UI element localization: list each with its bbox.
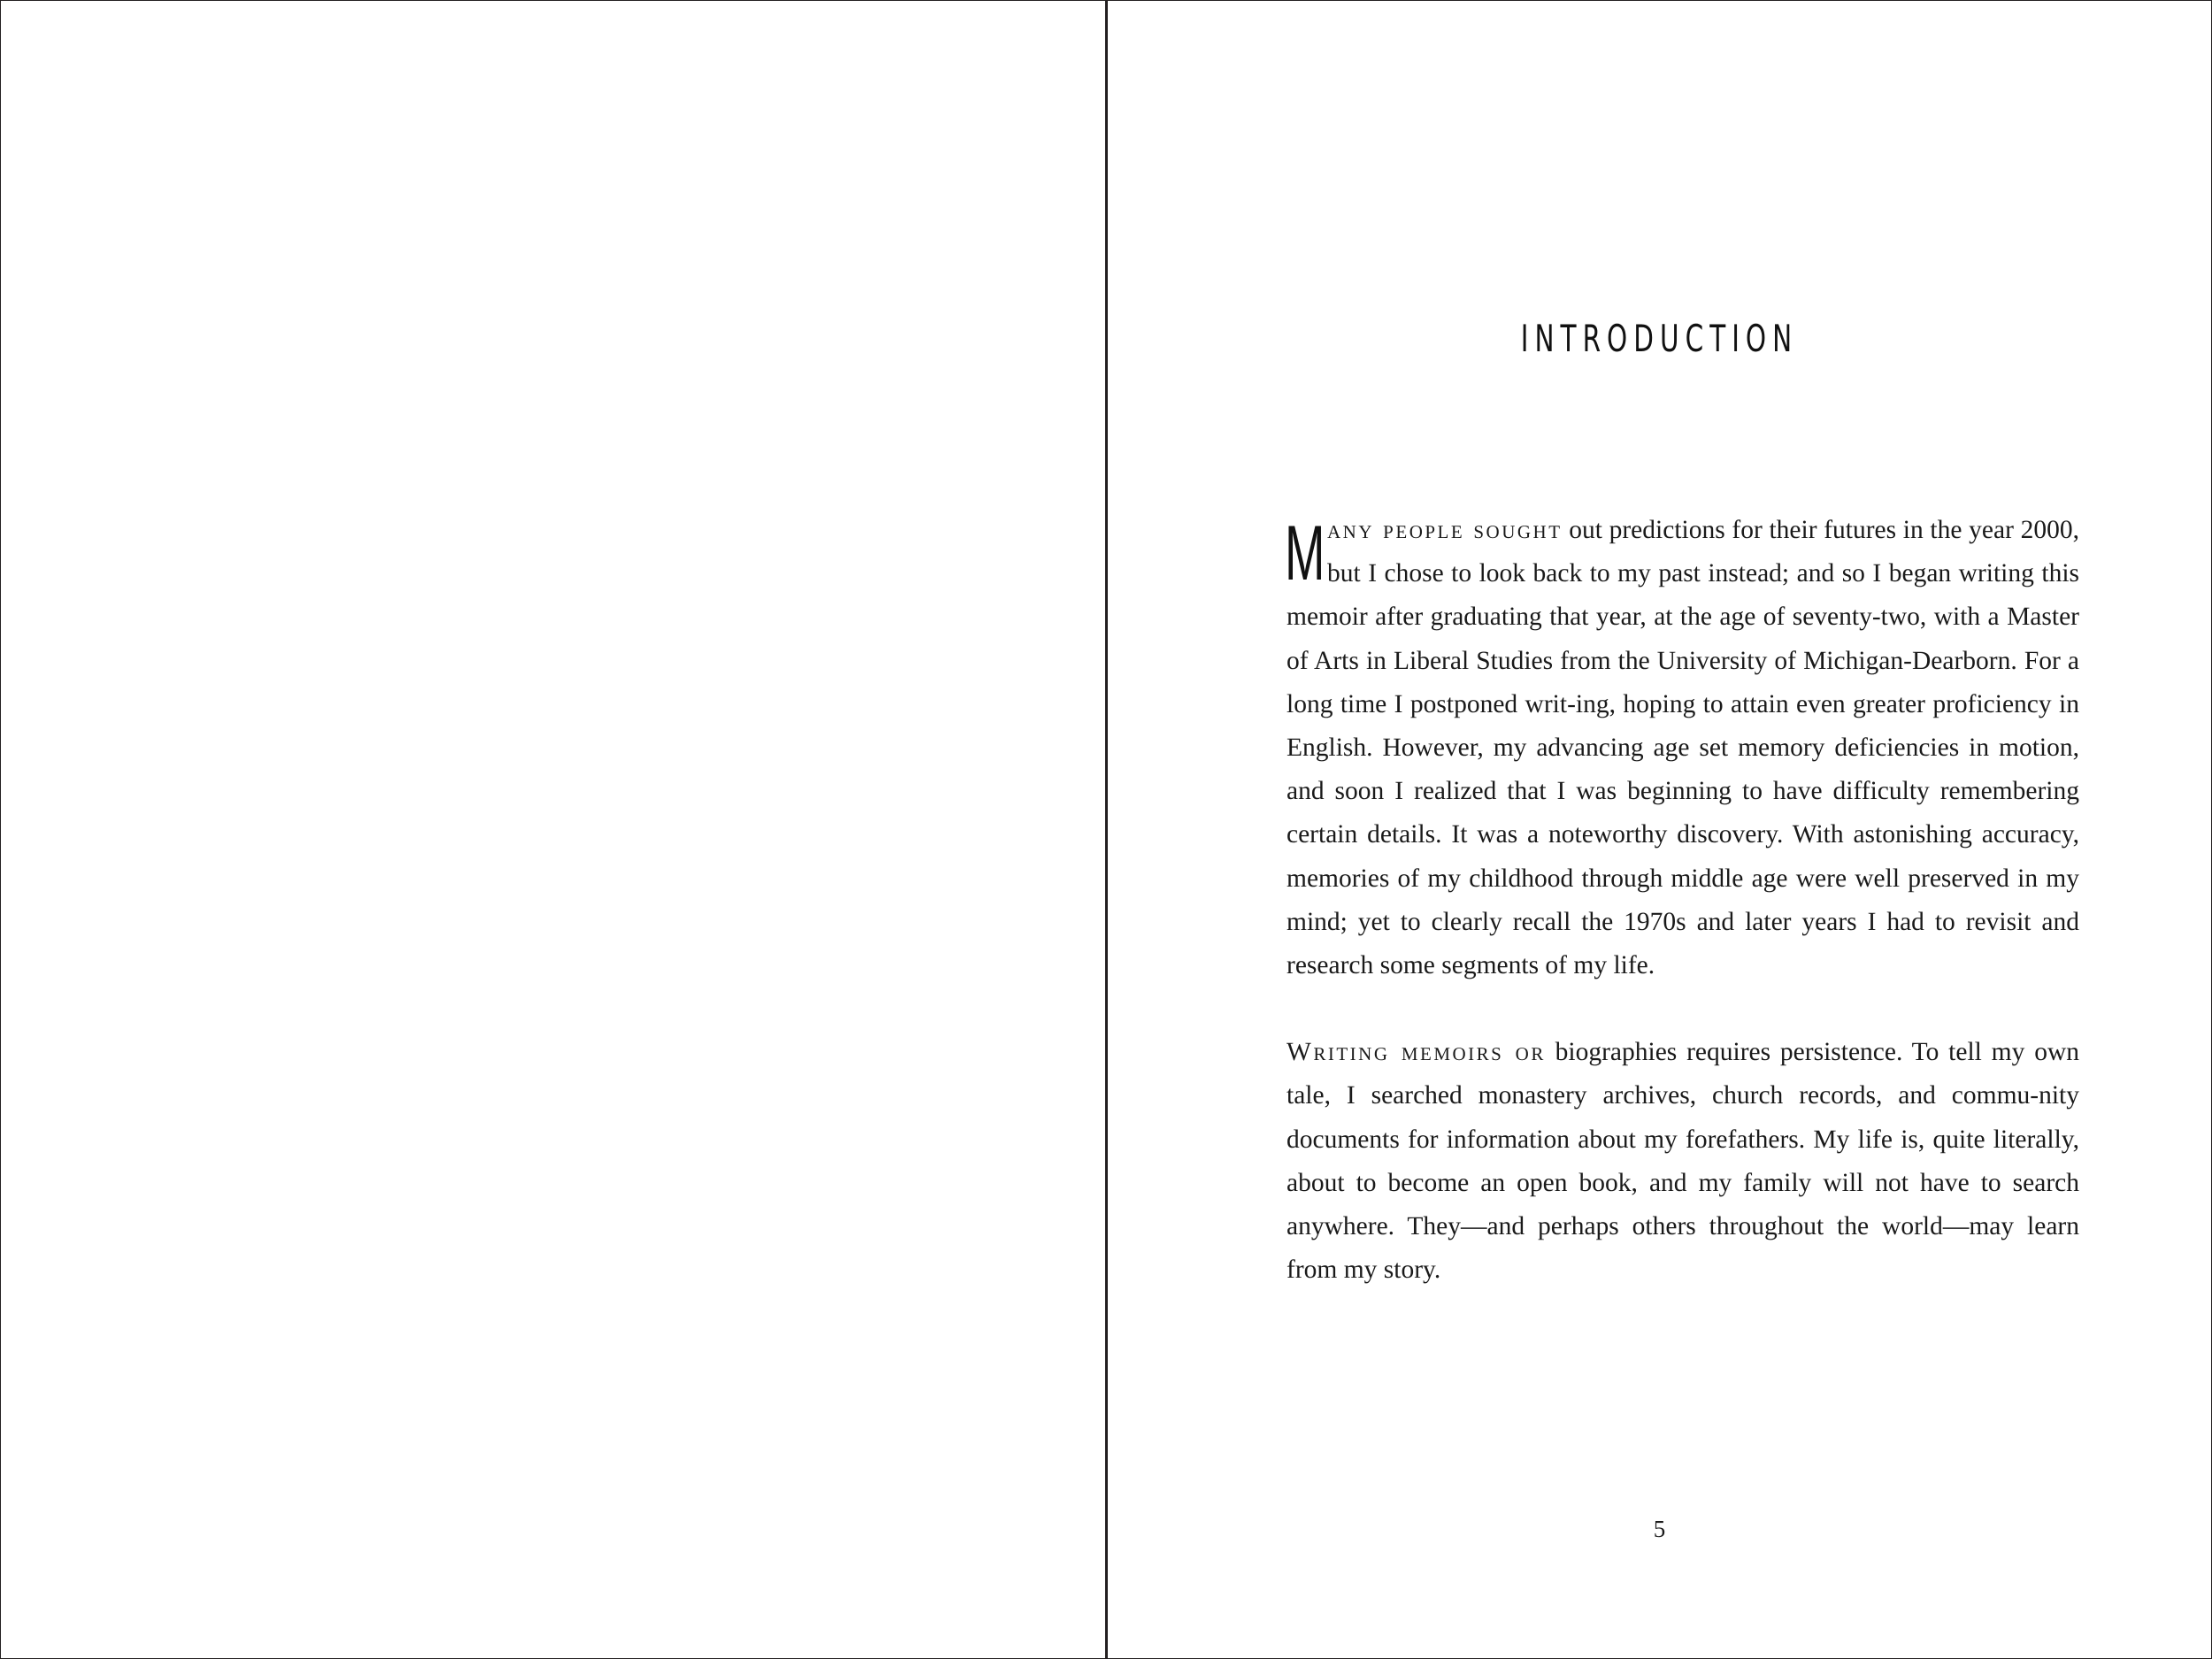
lead-in-small-caps: Writing memoirs or	[1286, 1038, 1546, 1067]
paragraph-text: biographies requires persistence. To tell my own tale, I searched monastery archives, church records, and commu-nity documents for information about my forefathers. My life is, quite literally, about to become an open book, and my family will not have to search anywhere. They—and perhaps others throughout the world—may learn from my story.	[1286, 1038, 2079, 1285]
paragraph-text: out predictions for their futures in the year 2000, but I chose to look back to my past instead; and so I began writing this memoir after graduating that year, at the age of seventy-two, with a Master of Arts in Liberal Studies from the University of Michigan-Dearborn. For a long time I postponed writ-ing, hoping to attain even greater proficiency in English. However, my advancing age set memory deficiencies in motion, and soon I realized that I was beginning to have difficulty remembering certain details. It was a noteworthy discovery. With astonishing accuracy, memories of my childhood through middle age were well preserved in my mind; yet to clearly recall the 1970s and later years I had to revisit and research some segments of my life.	[1286, 516, 2079, 980]
lead-in-small-caps: any people sought	[1327, 516, 1563, 544]
left-page	[1, 1, 1105, 1658]
page-number: 5	[1653, 1516, 1666, 1542]
drop-cap: M	[1285, 509, 1325, 596]
body-text	[1286, 509, 2079, 1292]
paragraph-1	[1286, 509, 2079, 987]
right-page	[1108, 1, 2211, 1658]
chapter-title: INTRODUCTION	[1520, 317, 1799, 360]
paragraph-2	[1286, 1031, 2079, 1292]
